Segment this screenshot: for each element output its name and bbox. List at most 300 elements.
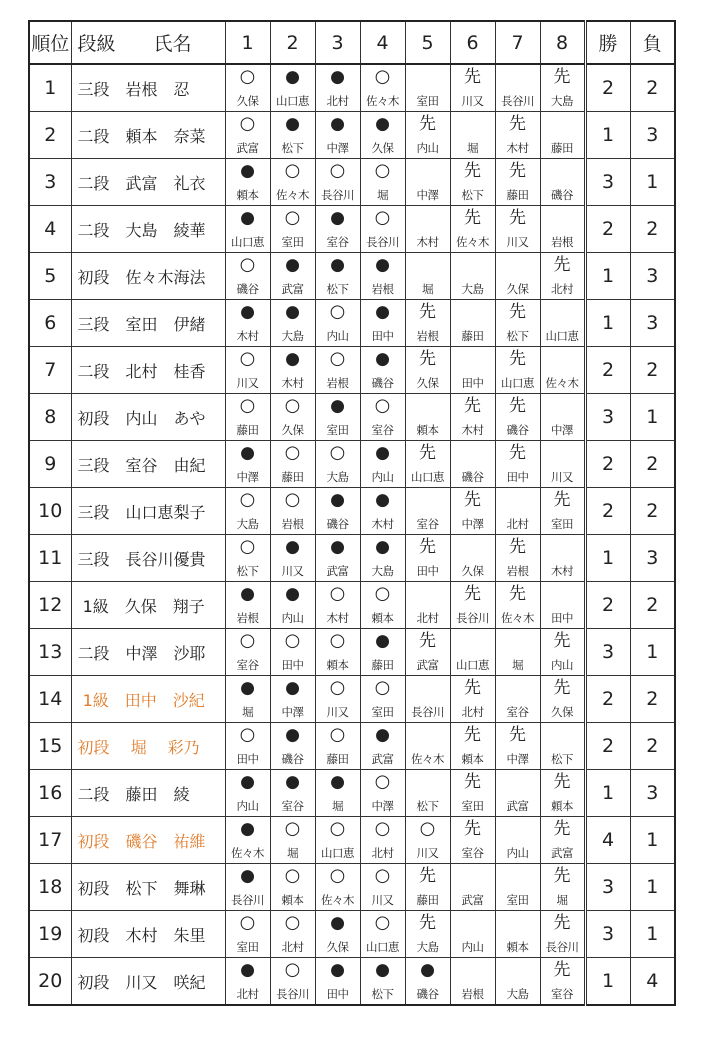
rank-cell: 9 <box>29 441 71 488</box>
opponent-name: 内山 <box>371 470 394 484</box>
first-move-mark: 先 <box>419 913 436 933</box>
game-cell-round-5 <box>405 864 450 911</box>
opponent-name: 木村 <box>551 564 573 578</box>
opponent-name: 山口恵 <box>321 846 354 860</box>
game-cell-round-2 <box>270 253 315 300</box>
opponent-name: 北村 <box>461 705 484 719</box>
losses-cell: 1 <box>630 817 675 864</box>
table-row <box>29 629 675 676</box>
opponent-name: 頼本 <box>506 940 529 954</box>
game-cell-round-2 <box>270 676 315 723</box>
opponent-name: 磯谷 <box>371 376 394 390</box>
wins-cell: 1 <box>585 300 630 347</box>
wins-cell: 4 <box>585 817 630 864</box>
game-cell-round-7 <box>495 394 540 441</box>
opponent-name: 山口恵 <box>366 940 399 954</box>
opponent-name: 佐々木 <box>411 752 444 766</box>
opponent-name: 武富 <box>551 846 573 860</box>
win-mark: ○ <box>239 254 256 275</box>
game-cell-round-1 <box>225 723 270 770</box>
loss-mark: ● <box>240 584 255 604</box>
opponent-name: 北村 <box>371 846 394 860</box>
losses-cell: 2 <box>630 347 675 394</box>
game-cell-round-7 <box>495 253 540 300</box>
rank-cell: 20 <box>29 958 71 1006</box>
game-cell-round-2 <box>270 441 315 488</box>
opponent-name: 堀 <box>287 846 298 860</box>
game-cell-round-2 <box>270 770 315 817</box>
game-cell-round-7 <box>495 64 540 112</box>
game-cell-round-6 <box>450 441 495 488</box>
opponent-name: 室田 <box>236 940 259 954</box>
opponent-name: 長谷川 <box>456 611 489 625</box>
win-mark: ○ <box>239 66 256 87</box>
opponent-name: 大島 <box>371 564 394 578</box>
losses-cell: 2 <box>630 676 675 723</box>
table-row <box>29 253 675 300</box>
table-row <box>29 300 675 347</box>
game-cell-round-8 <box>540 347 585 394</box>
game-cell-round-4 <box>360 394 405 441</box>
losses-cell: 3 <box>630 770 675 817</box>
opponent-name: 川又 <box>506 235 529 249</box>
table-row <box>29 347 675 394</box>
header-name: 氏名 <box>153 33 192 55</box>
win-mark: ○ <box>419 818 436 839</box>
opponent-name: 武富 <box>461 893 484 907</box>
first-move-mark: 先 <box>509 443 526 463</box>
game-cell-round-6 <box>450 488 495 535</box>
first-move-mark: 先 <box>464 725 481 745</box>
opponent-name: 武富 <box>281 282 304 296</box>
game-cell-round-1 <box>225 441 270 488</box>
game-cell-round-4 <box>360 864 405 911</box>
game-cell-round-1 <box>225 676 270 723</box>
opponent-name: 木村 <box>236 329 259 343</box>
header-losses: 負 <box>630 21 675 64</box>
opponent-name: 室谷 <box>506 705 529 719</box>
loss-mark: ● <box>420 960 435 980</box>
win-mark: ○ <box>329 301 346 322</box>
header-round-2: 2 <box>270 21 315 64</box>
game-cell-round-4 <box>360 582 405 629</box>
opponent-name: 佐々木 <box>366 94 399 108</box>
header-round-4: 4 <box>360 21 405 64</box>
game-cell-round-1 <box>225 864 270 911</box>
win-mark: ○ <box>284 160 301 181</box>
game-cell-round-5 <box>405 535 450 582</box>
loss-mark: ● <box>240 678 255 698</box>
game-cell-round-3 <box>315 911 360 958</box>
game-cell-round-6 <box>450 394 495 441</box>
opponent-name: 久保 <box>371 141 394 155</box>
game-cell-round-1 <box>225 488 270 535</box>
first-move-mark: 先 <box>509 302 526 322</box>
win-mark: ○ <box>239 395 256 416</box>
losses-cell: 2 <box>630 723 675 770</box>
game-cell-round-4 <box>360 253 405 300</box>
standings-table <box>28 20 676 1006</box>
first-move-mark: 先 <box>553 819 571 839</box>
opponent-name: 中澤 <box>506 752 529 766</box>
win-mark: ○ <box>284 489 301 510</box>
opponent-name: 磯谷 <box>326 517 349 531</box>
opponent-name: 岩根 <box>281 517 304 531</box>
opponent-name: 藤田 <box>461 329 484 343</box>
opponent-name: 磯谷 <box>551 188 573 202</box>
opponent-name: 室谷 <box>461 846 484 860</box>
wins-cell: 3 <box>585 911 630 958</box>
opponent-name: 武富 <box>371 752 394 766</box>
first-move-mark: 先 <box>464 490 481 510</box>
opponent-name: 木村 <box>416 235 439 249</box>
opponent-name: 頼本 <box>326 658 349 672</box>
loss-mark: ● <box>330 255 345 275</box>
game-cell-round-8 <box>540 958 585 1006</box>
win-mark: ○ <box>284 865 301 886</box>
wins-cell: 2 <box>585 64 630 112</box>
losses-cell: 3 <box>630 300 675 347</box>
opponent-name: 北村 <box>551 282 573 296</box>
win-mark: ○ <box>284 959 301 980</box>
loss-mark: ● <box>375 443 390 463</box>
opponent-name: 木村 <box>371 517 394 531</box>
win-mark: ○ <box>374 583 391 604</box>
game-cell-round-6 <box>450 300 495 347</box>
game-cell-round-3 <box>315 488 360 535</box>
game-cell-round-3 <box>315 394 360 441</box>
win-mark: ○ <box>239 630 256 651</box>
first-move-mark: 先 <box>464 396 481 416</box>
game-cell-round-3 <box>315 206 360 253</box>
table-row <box>29 817 675 864</box>
game-cell-round-8 <box>540 911 585 958</box>
game-cell-round-6 <box>450 253 495 300</box>
opponent-name: 久保 <box>506 282 529 296</box>
game-cell-round-3 <box>315 676 360 723</box>
header-round-8: 8 <box>540 21 585 64</box>
game-cell-round-7 <box>495 206 540 253</box>
opponent-name: 久保 <box>551 705 573 719</box>
rank-cell: 16 <box>29 770 71 817</box>
opponent-name: 田中 <box>326 987 349 1001</box>
game-cell-round-1 <box>225 159 270 206</box>
wins-cell: 1 <box>585 112 630 159</box>
player-name-cell: 初段 佐々木海法 <box>71 253 225 300</box>
opponent-name: 木村 <box>506 141 529 155</box>
player-name-cell: 初段 磯谷 祐維 <box>71 817 225 864</box>
header-name-cell <box>71 21 225 64</box>
table-row <box>29 159 675 206</box>
opponent-name: 長谷川 <box>501 94 534 108</box>
loss-mark: ● <box>285 255 300 275</box>
first-move-mark: 先 <box>509 396 526 416</box>
opponent-name: 松下 <box>281 141 304 155</box>
opponent-name: 川又 <box>281 564 304 578</box>
rank-cell: 6 <box>29 300 71 347</box>
game-cell-round-1 <box>225 394 270 441</box>
losses-cell: 1 <box>630 864 675 911</box>
opponent-name: 藤田 <box>326 752 349 766</box>
table-row <box>29 488 675 535</box>
game-cell-round-2 <box>270 64 315 112</box>
opponent-name: 田中 <box>371 329 394 343</box>
loss-mark: ● <box>330 772 345 792</box>
game-cell-round-6 <box>450 582 495 629</box>
loss-mark: ● <box>375 537 390 557</box>
header-round-5: 5 <box>405 21 450 64</box>
header-round-3: 3 <box>315 21 360 64</box>
game-cell-round-8 <box>540 723 585 770</box>
opponent-name: 頼本 <box>551 799 573 813</box>
opponent-name: 久保 <box>281 423 304 437</box>
opponent-name: 中澤 <box>551 423 573 437</box>
opponent-name: 大島 <box>506 987 529 1001</box>
opponent-name: 木村 <box>326 611 349 625</box>
game-cell-round-5 <box>405 347 450 394</box>
loss-mark: ● <box>375 490 390 510</box>
opponent-name: 松下 <box>551 752 573 766</box>
loss-mark: ● <box>330 960 345 980</box>
game-cell-round-5 <box>405 488 450 535</box>
first-move-mark: 先 <box>464 678 481 698</box>
wins-cell: 3 <box>585 159 630 206</box>
opponent-name: 岩根 <box>236 611 259 625</box>
game-cell-round-2 <box>270 394 315 441</box>
game-cell-round-8 <box>540 488 585 535</box>
opponent-name: 室谷 <box>551 987 573 1001</box>
game-cell-round-6 <box>450 676 495 723</box>
win-mark: ○ <box>284 912 301 933</box>
opponent-name: 佐々木 <box>231 846 264 860</box>
losses-cell: 3 <box>630 535 675 582</box>
game-cell-round-8 <box>540 770 585 817</box>
loss-mark: ● <box>285 725 300 745</box>
table-row <box>29 441 675 488</box>
table-row <box>29 958 675 1006</box>
first-move-mark: 先 <box>464 208 481 228</box>
opponent-name: 山口恵 <box>231 235 264 249</box>
game-cell-round-4 <box>360 64 405 112</box>
opponent-name: 堀 <box>422 282 433 296</box>
first-move-mark: 先 <box>419 443 436 463</box>
player-name-cell: 二段 武富 礼衣 <box>71 159 225 206</box>
wins-cell: 1 <box>585 253 630 300</box>
rank-cell: 2 <box>29 112 71 159</box>
win-mark: ○ <box>284 395 301 416</box>
opponent-name: 藤田 <box>281 470 304 484</box>
game-cell-round-6 <box>450 206 495 253</box>
game-cell-round-2 <box>270 300 315 347</box>
win-mark: ○ <box>239 348 256 369</box>
loss-mark: ● <box>240 302 255 322</box>
game-cell-round-5 <box>405 770 450 817</box>
table-row <box>29 723 675 770</box>
game-cell-round-5 <box>405 629 450 676</box>
game-cell-round-7 <box>495 488 540 535</box>
opponent-name: 川又 <box>236 376 259 390</box>
game-cell-round-4 <box>360 112 405 159</box>
game-cell-round-5 <box>405 676 450 723</box>
rank-cell: 14 <box>29 676 71 723</box>
win-mark: ○ <box>239 536 256 557</box>
first-move-mark: 先 <box>509 537 526 557</box>
opponent-name: 堀 <box>512 658 523 672</box>
first-move-mark: 先 <box>509 208 526 228</box>
opponent-name: 長谷川 <box>231 893 264 907</box>
first-move-mark: 先 <box>509 349 526 369</box>
win-mark: ○ <box>284 442 301 463</box>
game-cell-round-2 <box>270 488 315 535</box>
game-cell-round-2 <box>270 864 315 911</box>
loss-mark: ● <box>285 67 300 87</box>
loss-mark: ● <box>285 772 300 792</box>
losses-cell: 1 <box>630 159 675 206</box>
first-move-mark: 先 <box>419 114 436 134</box>
game-cell-round-3 <box>315 535 360 582</box>
game-cell-round-3 <box>315 582 360 629</box>
rank-cell: 3 <box>29 159 71 206</box>
opponent-name: 山口恵 <box>456 658 489 672</box>
loss-mark: ● <box>375 960 390 980</box>
loss-mark: ● <box>375 302 390 322</box>
table-row <box>29 676 675 723</box>
losses-cell: 3 <box>630 112 675 159</box>
opponent-name: 大島 <box>551 94 573 108</box>
win-mark: ○ <box>374 160 391 181</box>
player-name-cell: 三段 室谷 由紀 <box>71 441 225 488</box>
game-cell-round-1 <box>225 64 270 112</box>
player-name-cell: 三段 長谷川優貴 <box>71 535 225 582</box>
game-cell-round-1 <box>225 206 270 253</box>
game-cell-round-4 <box>360 300 405 347</box>
rank-cell: 15 <box>29 723 71 770</box>
game-cell-round-8 <box>540 206 585 253</box>
first-move-mark: 先 <box>553 255 571 275</box>
opponent-name: 室谷 <box>371 423 394 437</box>
game-cell-round-8 <box>540 535 585 582</box>
game-cell-round-7 <box>495 958 540 1006</box>
win-mark: ○ <box>374 865 391 886</box>
opponent-name: 室谷 <box>416 517 439 531</box>
losses-cell: 2 <box>630 64 675 112</box>
opponent-name: 内山 <box>281 611 304 625</box>
opponent-name: 田中 <box>281 658 304 672</box>
opponent-name: 松下 <box>506 329 529 343</box>
win-mark: ○ <box>374 66 391 87</box>
first-move-mark: 先 <box>509 114 526 134</box>
header-rank: 順位 <box>29 21 71 64</box>
wins-cell: 1 <box>585 770 630 817</box>
first-move-mark: 先 <box>419 631 436 651</box>
opponent-name: 内山 <box>461 940 484 954</box>
loss-mark: ● <box>240 819 255 839</box>
opponent-name: 佐々木 <box>276 188 309 202</box>
win-mark: ○ <box>374 207 391 228</box>
rank-cell: 8 <box>29 394 71 441</box>
wins-cell: 2 <box>585 206 630 253</box>
opponent-name: 木村 <box>281 376 304 390</box>
game-cell-round-3 <box>315 441 360 488</box>
game-cell-round-4 <box>360 488 405 535</box>
game-cell-round-3 <box>315 629 360 676</box>
opponent-name: 磯谷 <box>461 470 484 484</box>
opponent-name: 武富 <box>416 658 439 672</box>
wins-cell: 2 <box>585 441 630 488</box>
opponent-name: 中澤 <box>371 799 394 813</box>
loss-mark: ● <box>240 443 255 463</box>
game-cell-round-6 <box>450 958 495 1006</box>
game-cell-round-4 <box>360 911 405 958</box>
game-cell-round-8 <box>540 300 585 347</box>
game-cell-round-1 <box>225 300 270 347</box>
wins-cell: 3 <box>585 629 630 676</box>
opponent-name: 川又 <box>461 94 484 108</box>
opponent-name: 磯谷 <box>236 282 259 296</box>
game-cell-round-5 <box>405 64 450 112</box>
opponent-name: 大島 <box>236 517 259 531</box>
player-name-cell: 二段 大島 綾華 <box>71 206 225 253</box>
opponent-name: 中澤 <box>461 517 484 531</box>
win-mark: ○ <box>329 583 346 604</box>
opponent-name: 内山 <box>416 141 439 155</box>
loss-mark: ● <box>285 584 300 604</box>
table-row <box>29 206 675 253</box>
player-name-cell: 二段 頼本 奈菜 <box>71 112 225 159</box>
game-cell-round-5 <box>405 206 450 253</box>
opponent-name: 堀 <box>467 141 478 155</box>
loss-mark: ● <box>285 537 300 557</box>
table-row <box>29 911 675 958</box>
game-cell-round-5 <box>405 723 450 770</box>
opponent-name: 中澤 <box>236 470 259 484</box>
win-mark: ○ <box>374 912 391 933</box>
first-move-mark: 先 <box>553 490 571 510</box>
opponent-name: 磯谷 <box>506 423 529 437</box>
opponent-name: 中澤 <box>281 705 304 719</box>
game-cell-round-3 <box>315 347 360 394</box>
game-cell-round-8 <box>540 394 585 441</box>
player-name-cell: 初段 松下 舞琳 <box>71 864 225 911</box>
opponent-name: 室田 <box>461 799 484 813</box>
losses-cell: 4 <box>630 958 675 1006</box>
opponent-name: 藤田 <box>371 658 394 672</box>
opponent-name: 堀 <box>332 799 343 813</box>
losses-cell: 1 <box>630 911 675 958</box>
game-cell-round-6 <box>450 159 495 206</box>
wins-cell: 1 <box>585 958 630 1006</box>
opponent-name: 内山 <box>506 846 529 860</box>
game-cell-round-8 <box>540 817 585 864</box>
game-cell-round-7 <box>495 300 540 347</box>
game-cell-round-5 <box>405 112 450 159</box>
opponent-name: 中澤 <box>326 141 349 155</box>
game-cell-round-5 <box>405 817 450 864</box>
opponent-name: 北村 <box>326 94 349 108</box>
wins-cell: 3 <box>585 864 630 911</box>
game-cell-round-7 <box>495 911 540 958</box>
game-cell-round-4 <box>360 159 405 206</box>
opponent-name: 長谷川 <box>321 188 354 202</box>
header-wins: 勝 <box>585 21 630 64</box>
game-cell-round-1 <box>225 817 270 864</box>
loss-mark: ● <box>375 255 390 275</box>
first-move-mark: 先 <box>464 67 481 87</box>
opponent-name: 藤田 <box>506 188 529 202</box>
rank-cell: 5 <box>29 253 71 300</box>
loss-mark: ● <box>285 302 300 322</box>
opponent-name: 武富 <box>236 141 259 155</box>
